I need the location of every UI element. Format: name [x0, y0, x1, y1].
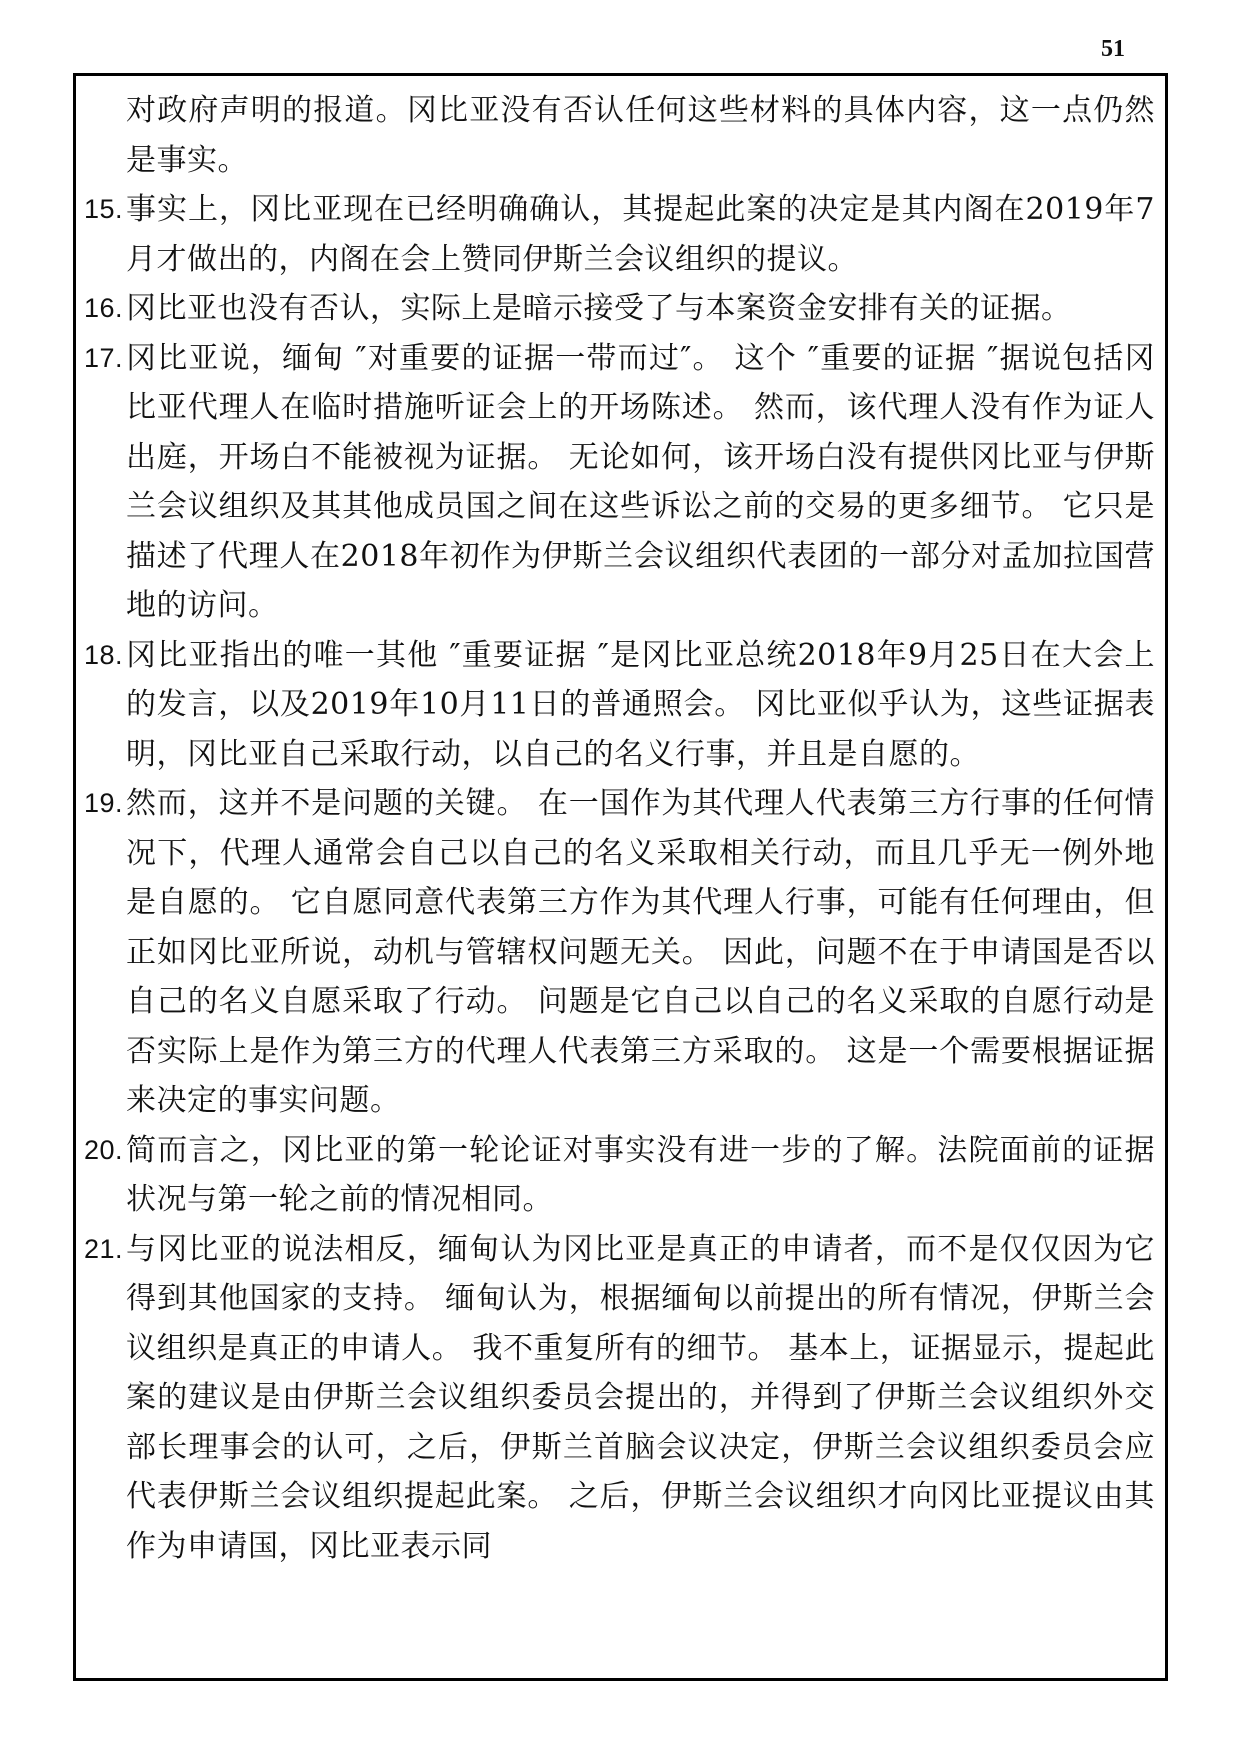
page-number: 51: [1101, 36, 1125, 62]
text-frame: [73, 73, 1168, 1681]
paragraph-number: 15.: [84, 194, 124, 224]
paragraph-16: [84, 284, 1155, 334]
paragraph-number: 17.: [84, 342, 124, 373]
paragraph-20: [84, 1126, 1155, 1225]
paragraph-17: [84, 334, 1155, 631]
paragraph-text: 对政府声明的报道。冈比亚没有否认任何这些材料的具体内容，这一点仍然是事实。: [126, 93, 1155, 178]
paragraph-text: 简而言之，冈比亚的第一轮论证对事实没有进一步的了解。法院面前的证据状况与第一轮之前的情况相同。: [126, 1132, 1155, 1217]
paragraph-21: [84, 1225, 1155, 1572]
paragraph-19: [84, 779, 1155, 1126]
document-body: [84, 86, 1155, 1571]
paragraph-text: 事实上，冈比亚现在已经明确确认，其提起此案的决定是其内阁在2019年7月才做出的，内阁在会上赞同伊斯兰会议组织的提议。: [126, 192, 1155, 277]
paragraph-text: 冈比亚指出的唯一其他 ″重要证据 ″是冈比亚总统2018年9月25日在大会上的发言，以及2019年10月11日的普通照会。 冈比亚似乎认为，这些证据表明，冈比亚自己采取行动，以自己的名义行事，并且是自愿的。: [126, 637, 1155, 772]
paragraph-18: [84, 631, 1155, 780]
paragraph-number: 16.: [84, 293, 124, 323]
paragraph-text: 冈比亚也没有否认，实际上是暗示接受了与本案资金安排有关的证据。: [126, 291, 1072, 326]
paragraph-number: 20.: [84, 1134, 124, 1165]
paragraph-continued: [84, 86, 1155, 185]
paragraph-15: [84, 185, 1155, 284]
paragraph-number: [84, 86, 126, 185]
paragraph-text: 冈比亚说，缅甸 ″对重要的证据一带而过″。 这个 ″重要的证据 ″据说包括冈比亚代理人在临时措施听证会上的开场陈述。 然而，该代理人没有作为证人出庭，开场白不能被视为证据。 无论如何，该开场白没有提供冈比亚与伊斯兰会议组织及其其他成员国之间在这些诉讼之前的交易的更多细节。 它只是描述了代理人在2018年初作为伊斯兰会议组织代表团的一部分对孟加拉国营地的访问。: [126, 340, 1155, 623]
paragraph-text: 与冈比亚的说法相反，缅甸认为冈比亚是真正的申请者，而不是仅仅因为它得到其他国家的支持。 缅甸认为，根据缅甸以前提出的所有情况，伊斯兰会议组织是真正的申请人。 我不重复所有的细节。 基本上，证据显示，提起此案的建议是由伊斯兰会议组织委员会提出的，并得到了伊斯兰会议组织外交部长理事会的认可，之后，伊斯兰首脑会议决定，伊斯兰会议组织委员会应代表伊斯兰会议组织提起此案。 之后，伊斯兰会议组织才向冈比亚提议由其作为申请国，冈比亚表示同: [126, 1231, 1155, 1564]
paragraph-text: 然而，这并不是问题的关键。 在一国作为其代理人代表第三方行事的任何情况下，代理人通常会自己以自己的名义采取相关行动，而且几乎无一例外地是自愿的。 它自愿同意代表第三方作为其代理人行事，可能有任何理由，但正如冈比亚所说，动机与管辖权问题无关。 因此，问题不在于申请国是否以自己的名义自愿采取了行动。 问题是它自己以自己的名义采取的自愿行动是否实际上是作为第三方的代理人代表第三方采取的。 这是一个需要根据证据来决定的事实问题。: [126, 786, 1155, 1118]
paragraph-number: 21.: [84, 1233, 124, 1264]
paragraph-number: 18.: [84, 639, 124, 670]
paragraph-number: 19.: [84, 788, 124, 818]
